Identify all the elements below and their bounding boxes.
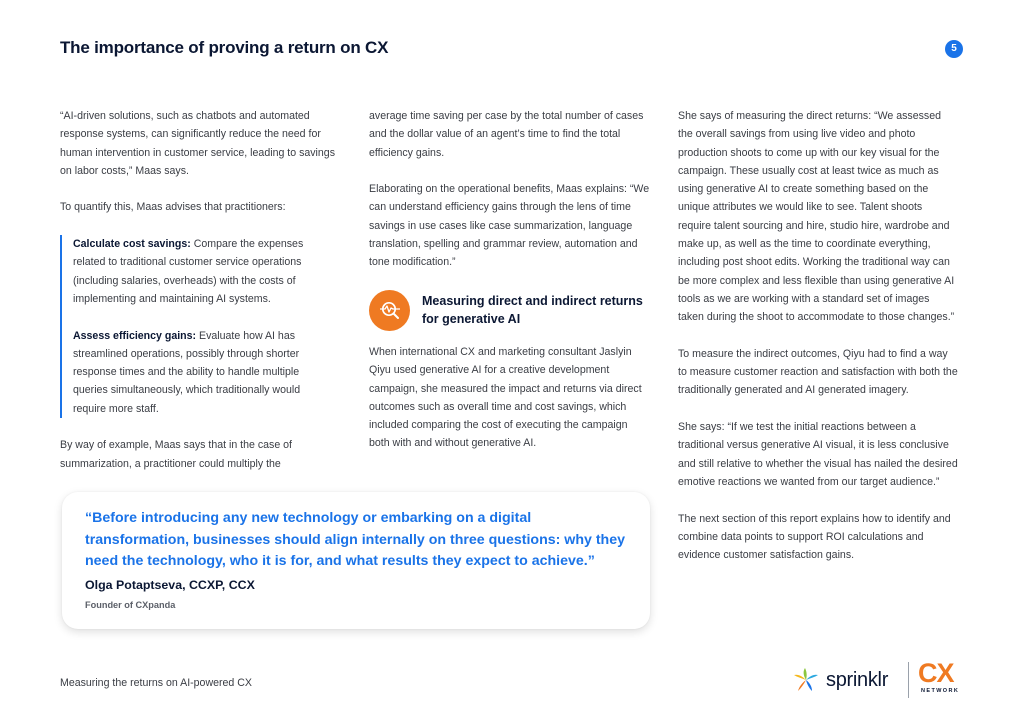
cx-network-label: NETWORK xyxy=(921,688,960,694)
callout-item xyxy=(73,327,335,418)
text-column-1 xyxy=(60,107,335,491)
callout-label: Calculate cost savings: xyxy=(73,238,191,251)
cx-wordmark: CX xyxy=(918,658,954,688)
sprinklr-wordmark: sprinklr xyxy=(826,668,889,691)
footer-caption: Measuring the returns on AI-powered CX xyxy=(60,677,252,689)
subheading-title: Measuring direct and indirect returns for generative AI xyxy=(422,294,643,327)
callout-text: Evaluate how AI has streamlined operations, possibly through shorter response times and the ability to handle multiple queries simultaneously, which traditionally would require more staff. xyxy=(73,329,301,415)
page-number-badge: 5 xyxy=(945,40,963,58)
section-subheading xyxy=(369,290,651,331)
paragraph: The next section of this report explains how to identify and combine data points to support ROI calculations and evidence customer satisfaction gains. xyxy=(678,512,951,562)
quote-author-role: Founder of CXpanda xyxy=(85,600,176,610)
text-column-3 xyxy=(678,107,958,583)
callout-item xyxy=(73,235,335,308)
text-column-2 xyxy=(369,107,651,471)
paragraph: To measure the indirect outcomes, Qiyu had to find a way to measure customer reaction and satisfaction with both the traditionally generated and AI generated imagery. xyxy=(678,347,958,397)
paragraph: She says of measuring the direct returns: “We assessed the overall savings from using live video and photo production shoots to come up with our key visual for the campaign. These usually cost at least twice as much as using generative AI to create something based on the unique attributes we would like to see. Talent shoots require talent sourcing and hire, studio hire, wardrobe and make up, as well as the time to coordinate everything, including post shoot edits. Working the traditional way can be more complex and less flexible than using generative AI tools as we are working with a standard set of images taken during the shoot to accommodate to those changes.” xyxy=(678,110,955,324)
quote-text: “Before introducing any new technology or embarking on a digital transformation, businesses should align internally on three questions: why they need the technology, who it is for, and what results they expect to achieve.” xyxy=(85,510,626,569)
callout-label: Assess efficiency gains: xyxy=(73,329,197,342)
callout-text: Compare the expenses related to traditional customer service operations (including salaries, overheads) with the costs of implementing and maintaining AI systems. xyxy=(73,238,304,305)
paragraph: average time saving per case by the total number of cases and the dollar value of an agent’s time to find the total efficiency gains. xyxy=(369,110,644,159)
paragraph: “AI-driven solutions, such as chatbots and automated response systems, can significantly reduce the need for human intervention in customer service, leading to savings on labor costs,” Maas says. xyxy=(60,110,335,177)
sprinklr-mark-icon xyxy=(792,667,820,693)
cx-network-logo xyxy=(918,659,968,694)
callout-block xyxy=(60,235,335,418)
paragraph: By way of example, Maas says that in the case of summarization, a practitioner could multiply the xyxy=(60,439,292,470)
paragraph: Elaborating on the operational benefits, Maas explains: “We can understand efficiency gains through the lens of time savings in use cases like case summarization, language translation, spelling and grammar review, automation and tone modification.” xyxy=(369,183,650,269)
page-title: The importance of proving a return on CX xyxy=(60,38,389,57)
paragraph: She says: “If we test the initial reactions between a traditional versus generative AI visual, it is less conclusive and still relative to whether the visual has nailed the desired emotive reactions we wanted from our target audience.” xyxy=(678,421,958,488)
search-analytics-icon xyxy=(369,290,410,331)
pull-quote-card xyxy=(62,492,650,629)
paragraph: To quantify this, Maas advises that practitioners: xyxy=(60,201,286,214)
logo-divider xyxy=(908,662,909,698)
sprinklr-logo xyxy=(792,667,888,693)
quote-author: Olga Potaptseva, CCXP, CCX xyxy=(85,578,255,592)
paragraph: When international CX and marketing consultant Jaslyin Qiyu used generative AI for a creative development campaign, she measured the impact and returns via direct outcomes such as overall time and cost savings, which included comparing the cost of executing the campaign both with and without generative AI. xyxy=(369,345,642,450)
